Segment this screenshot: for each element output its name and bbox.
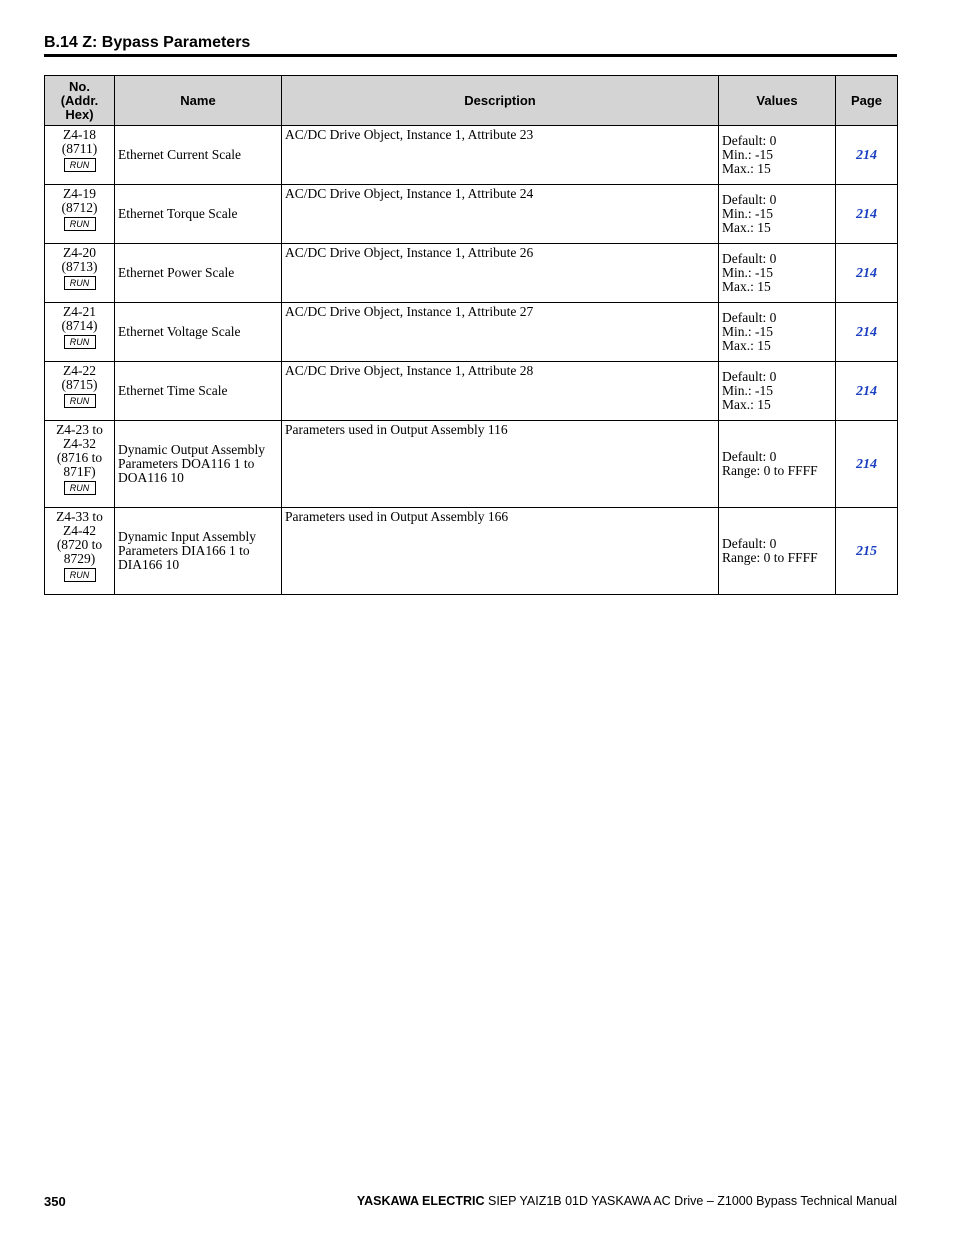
table-row [45, 362, 898, 421]
parameter-values [719, 362, 836, 421]
table-row [45, 185, 898, 244]
footer-manual-info [357, 1194, 897, 1208]
parameter-name: Ethernet Current Scale [115, 126, 282, 185]
value-max: Max.: 15 [722, 397, 771, 412]
parameter-number-cell [45, 508, 115, 595]
run-badge: RUN [64, 217, 96, 231]
parameter-table [44, 75, 898, 595]
parameter-description: AC/DC Drive Object, Instance 1, Attribute 23 [282, 126, 719, 185]
value-min: Min.: -15 [722, 265, 774, 280]
run-badge: RUN [64, 335, 96, 349]
page-link[interactable]: 214 [856, 265, 877, 281]
page-link[interactable]: 214 [856, 324, 877, 340]
parameter-number-cell [45, 421, 115, 508]
run-badge: RUN [64, 158, 96, 172]
parameter-description: Parameters used in Output Assembly 166 [282, 508, 719, 595]
value-min: Min.: -15 [722, 206, 774, 221]
parameter-description: Parameters used in Output Assembly 116 [282, 421, 719, 508]
parameter-number-cell [45, 303, 115, 362]
parameter-name: Ethernet Voltage Scale [115, 303, 282, 362]
parameter-number: Z4-23 to Z4-32 (8716 to 871F) [56, 422, 103, 479]
parameter-name: Ethernet Time Scale [115, 362, 282, 421]
column-header-page: Page [836, 76, 898, 126]
parameter-number: Z4-33 to Z4-42 (8720 to 8729) [56, 509, 103, 566]
value-range: Range: 0 to FFFF [722, 550, 818, 565]
value-min: Min.: -15 [722, 383, 774, 398]
value-max: Max.: 15 [722, 338, 771, 353]
parameter-number: Z4-21 (8714) [61, 304, 98, 333]
value-default: Default: 0 [722, 369, 777, 384]
value-default: Default: 0 [722, 251, 777, 266]
value-default: Default: 0 [722, 449, 777, 464]
run-badge: RUN [64, 276, 96, 290]
column-header-no: No. (Addr. Hex) [45, 76, 115, 126]
page-cell [836, 303, 898, 362]
run-badge: RUN [64, 481, 96, 495]
table-row [45, 303, 898, 362]
parameter-name: Dynamic Input Assembly Parameters DIA166 1 to DIA166 10 [115, 508, 282, 595]
parameter-description: AC/DC Drive Object, Instance 1, Attribute 24 [282, 185, 719, 244]
section-divider [44, 54, 897, 57]
value-default: Default: 0 [722, 133, 777, 148]
value-max: Max.: 15 [722, 161, 771, 176]
page-link[interactable]: 214 [856, 456, 877, 472]
table-row [45, 244, 898, 303]
value-range: Range: 0 to FFFF [722, 463, 818, 478]
parameter-name: Dynamic Output Assembly Parameters DOA116 1 to DOA116 10 [115, 421, 282, 508]
parameter-number: Z4-22 (8715) [61, 363, 98, 392]
parameter-number: Z4-19 (8712) [61, 186, 98, 215]
page-cell [836, 421, 898, 508]
run-badge: RUN [64, 394, 96, 408]
parameter-number-cell [45, 126, 115, 185]
parameter-description: AC/DC Drive Object, Instance 1, Attribute 28 [282, 362, 719, 421]
parameter-description: AC/DC Drive Object, Instance 1, Attribute 27 [282, 303, 719, 362]
section-title: B.14 Z: Bypass Parameters [44, 34, 251, 51]
table-row [45, 508, 898, 595]
page-link[interactable]: 215 [856, 543, 877, 559]
parameter-number: Z4-20 (8713) [61, 245, 98, 274]
parameter-number-cell [45, 185, 115, 244]
table-header-row [45, 76, 898, 126]
table-row [45, 126, 898, 185]
parameter-values [719, 421, 836, 508]
parameter-number: Z4-18 (8711) [61, 127, 98, 156]
parameter-values [719, 185, 836, 244]
value-max: Max.: 15 [722, 279, 771, 294]
page-cell [836, 244, 898, 303]
value-min: Min.: -15 [722, 324, 774, 339]
value-default: Default: 0 [722, 310, 777, 325]
value-default: Default: 0 [722, 536, 777, 551]
page-link[interactable]: 214 [856, 383, 877, 399]
page-cell [836, 126, 898, 185]
page-cell [836, 508, 898, 595]
column-header-name: Name [115, 76, 282, 126]
run-badge: RUN [64, 568, 96, 582]
table-row [45, 421, 898, 508]
page-cell [836, 362, 898, 421]
parameter-values [719, 126, 836, 185]
parameter-description: AC/DC Drive Object, Instance 1, Attribute 26 [282, 244, 719, 303]
parameter-number-cell [45, 362, 115, 421]
value-min: Min.: -15 [722, 147, 774, 162]
parameter-values [719, 508, 836, 595]
value-max: Max.: 15 [722, 220, 771, 235]
value-default: Default: 0 [722, 192, 777, 207]
footer-page-number: 350 [44, 1194, 66, 1209]
page-link[interactable]: 214 [856, 206, 877, 222]
parameter-number-cell [45, 244, 115, 303]
page-link[interactable]: 214 [856, 147, 877, 163]
footer-brand: YASKAWA ELECTRIC [356, 1194, 485, 1208]
column-header-description: Description [282, 76, 719, 126]
page-cell [836, 185, 898, 244]
parameter-name: Ethernet Power Scale [115, 244, 282, 303]
parameter-name: Ethernet Torque Scale [115, 185, 282, 244]
column-header-values: Values [719, 76, 836, 126]
footer-manual-title: SIEP YAIZ1B 01D YASKAWA AC Drive – Z1000 Bypass Technical Manual [487, 1194, 897, 1208]
parameter-values [719, 303, 836, 362]
parameter-values [719, 244, 836, 303]
